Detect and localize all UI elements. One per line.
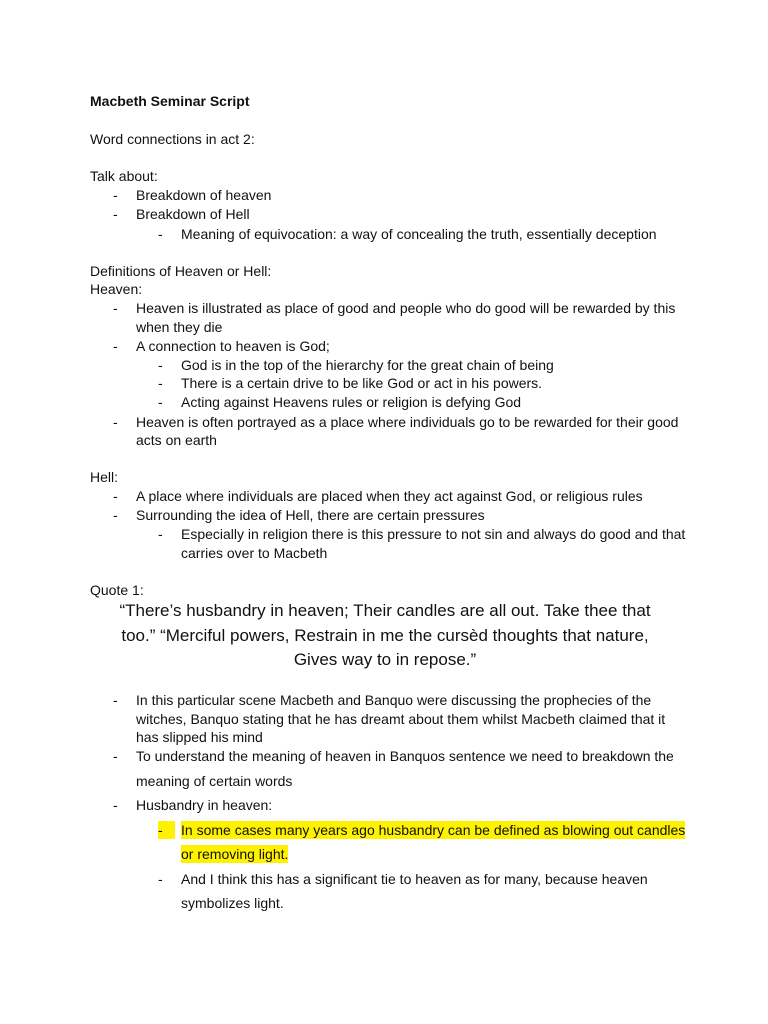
talk-about-label: Talk about: [90, 168, 158, 184]
list-item: And I think this has a significant tie to heaven as for many, because heaven [181, 871, 648, 887]
list-item: Husbandry in heaven: [136, 797, 273, 813]
list-item: Heaven is illustrated as place of good and people who do good will be rewarded by this [136, 300, 676, 316]
list-item-continuation: acts on earth [136, 432, 217, 448]
heaven-label: Heaven: [90, 281, 143, 297]
quote-line: too.” “Merciful powers, Restrain in me the cursèd thoughts that nature, [121, 626, 649, 645]
definitions-heading: Definitions of Heaven or Hell: [90, 263, 272, 279]
word-connections-line: Word connections in act 2: [90, 131, 255, 147]
list-item-continuation: symbolizes light. [181, 895, 284, 911]
list-item: Breakdown of heaven [136, 187, 272, 203]
list-item-continuation: witches, Banquo stating that he has dreamt about them whilst Macbeth claimed that it [136, 711, 666, 727]
bullet-dash: - [158, 871, 163, 887]
bullet-dash: - [158, 357, 163, 373]
quote-line: Gives way to in repose.” [293, 650, 477, 669]
list-item: Meaning of equivocation: a way of concealing the truth, essentially deception [181, 226, 657, 242]
list-item-continuation: carries over to Macbeth [181, 545, 328, 561]
list-item: In this particular scene Macbeth and Banquo were discussing the prophecies of the [136, 692, 652, 708]
bullet-dash: - [113, 692, 118, 708]
list-item: Especially in religion there is this pressure to not sin and always do good and that [181, 526, 686, 542]
bullet-dash: - [113, 488, 118, 504]
document-title: Macbeth Seminar Script [90, 93, 250, 109]
bullet-dash: - [113, 414, 118, 430]
bullet-dash: - [158, 226, 163, 242]
quote-line: “There’s husbandry in heaven; Their candles are all out. Take thee that [119, 601, 651, 620]
bullet-dash: - [158, 394, 163, 410]
bullet-dash: - [158, 526, 163, 542]
list-item-continuation: has slipped his mind [136, 729, 263, 745]
list-item: To understand the meaning of heaven in Banquos sentence we need to breakdown the [136, 748, 674, 764]
list-item: Heaven is often portrayed as a place where individuals go to be rewarded for their good [136, 414, 679, 430]
highlighted-text: or removing light. [181, 846, 289, 862]
list-item: There is a certain drive to be like God or act in his powers. [181, 375, 543, 391]
bullet-dash: - [113, 748, 118, 764]
list-item: A connection to heaven is God; [136, 338, 330, 354]
bullet-dash: - [158, 821, 175, 839]
quote-label: Quote 1: [90, 582, 144, 598]
bullet-dash: - [113, 797, 118, 813]
list-item: Breakdown of Hell [136, 206, 250, 222]
bullet-dash: - [158, 375, 163, 391]
bullet-dash: - [113, 300, 118, 316]
highlighted-text: In some cases many years ago husbandry can be defined as blowing out candles [181, 822, 686, 838]
hell-label: Hell: [90, 469, 119, 485]
list-item: A place where individuals are placed when they act against God, or religious rules [136, 488, 643, 504]
bullet-dash: - [113, 507, 118, 523]
list-item-continuation: meaning of certain words [136, 773, 293, 789]
list-item: Surrounding the idea of Hell, there are certain pressures [136, 507, 485, 523]
bullet-dash: - [113, 338, 118, 354]
bullet-dash: - [113, 206, 118, 222]
bullet-dash: - [113, 187, 118, 203]
list-item-continuation: when they die [136, 319, 223, 335]
list-item: God is in the top of the hierarchy for the great chain of being [181, 357, 554, 373]
list-item: Acting against Heavens rules or religion is defying God [181, 394, 522, 410]
